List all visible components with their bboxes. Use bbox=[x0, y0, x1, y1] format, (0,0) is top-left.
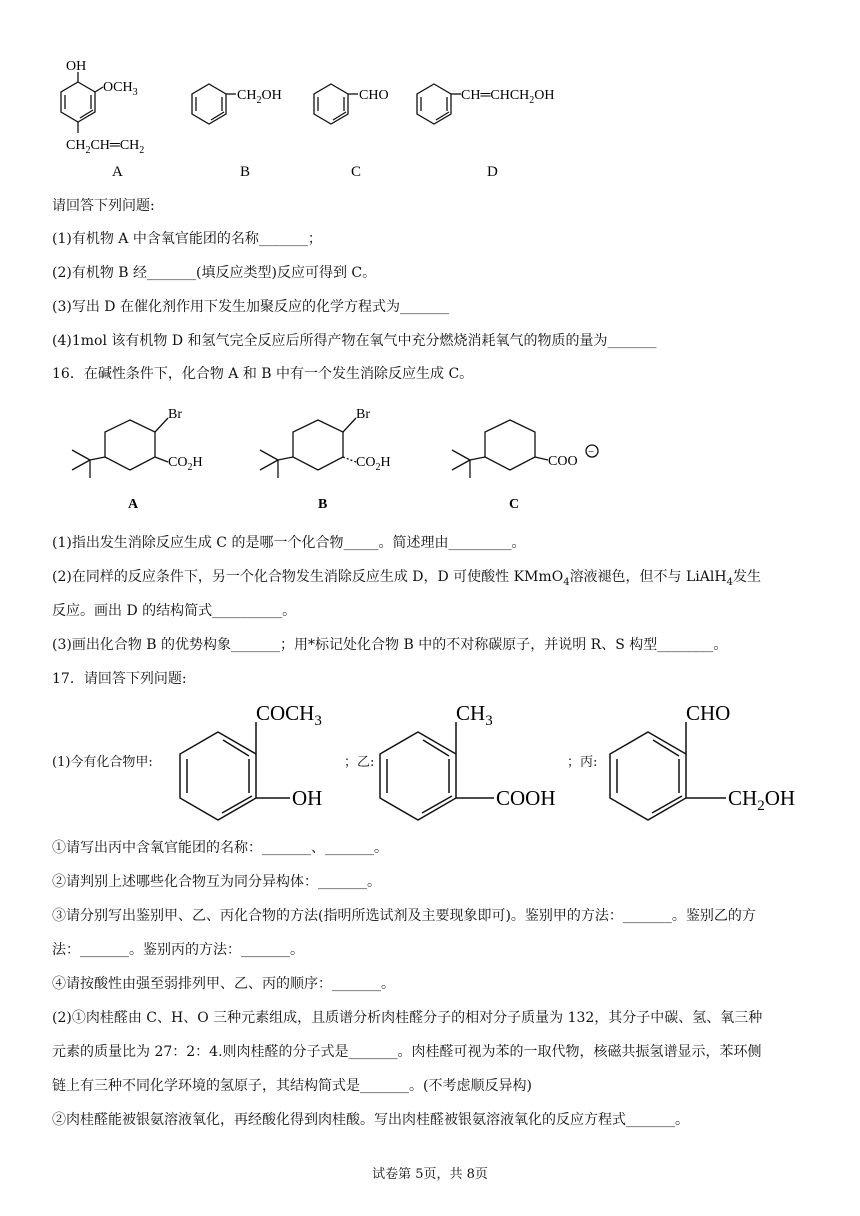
q16-part2-line2: 反应。画出 D 的结构简式__________。 bbox=[52, 603, 297, 619]
structure-bing bbox=[610, 722, 726, 820]
16a-label: A bbox=[128, 497, 139, 512]
q17-s2: ②请判别上述哪些化合物互为同分异构体：_______。 bbox=[52, 874, 381, 890]
structures-q17 bbox=[0, 696, 860, 836]
q15-part4: (4)1mol 该有机物 D 和氢气完全反应后所得产物在氧气中充分燃烧消耗氧气的物质的量为_______ bbox=[52, 333, 657, 349]
structure-16a bbox=[72, 418, 168, 478]
page-footer: 试卷第 5页，共 8页 bbox=[372, 1167, 488, 1182]
bing-side: $CH_2OH$ bbox=[728, 786, 796, 814]
structures-row1 bbox=[0, 0, 860, 190]
yi-top: $CH_3$ bbox=[456, 701, 493, 729]
structures-q16 bbox=[0, 392, 860, 522]
q16-part3: (3)画出化合物 B 的优势构象_______；用*标记处化合物 B 中的不对称碳原子，并说明 R、S 构型________。 bbox=[52, 637, 728, 653]
a-oh: OH bbox=[66, 59, 87, 74]
structure-jia bbox=[180, 722, 290, 820]
q16-part2-line1: (2)在同样的反应条件下，另一个化合物发生消除反应生成 D，D 可使酸性 KMmO$_4$溶液褪色，但不与 LiAlH$_4$发生 bbox=[52, 569, 761, 588]
q15-part2: (2)有机物 B 经_______(填反应类型)反应可得到 C。 bbox=[52, 265, 377, 281]
c-label: C bbox=[351, 164, 362, 180]
16c-label: C bbox=[509, 497, 520, 512]
q17-p2-line1: (2)①肉桂醛由 C、H、O 三种元素组成，且质谱分析肉桂醛分子的相对分子质量为 132，其分子中碳、氢、氧三种 bbox=[52, 1010, 763, 1026]
q17-s3-line1: ③请分别写出鉴别甲、乙、丙化合物的方法(指明所选试剂及主要现象即可)。鉴别甲的方法：_______。鉴别乙的方 bbox=[52, 908, 756, 924]
jia-top: $COCH_3$ bbox=[256, 701, 322, 729]
d-group: $CH═CHCH_2OH$ bbox=[461, 88, 555, 106]
q17-p2-line3: 链上有三种不同化学环境的氢原子，其结构简式是_______。(不考虑顺反异构) bbox=[52, 1078, 532, 1094]
q17-s1: ①请写出丙中含氧官能团的名称：_______、_______。 bbox=[52, 840, 388, 856]
q15-part1: (1)有机物 A 中含氧官能团的名称_______； bbox=[52, 231, 322, 247]
q17-stem: 17．请回答下列问题: bbox=[52, 671, 187, 687]
q17-s3-line2: 法：_______。鉴别丙的方法：_______。 bbox=[52, 942, 304, 958]
q16-part1: (1)指出发生消除反应生成 C 的是哪一个化合物_____。简述理由_________。 bbox=[52, 535, 526, 551]
q17-yi-label: ；乙: bbox=[344, 755, 375, 770]
q17-bing-label: ；丙: bbox=[567, 755, 598, 770]
q16-stem: 16．在碱性条件下，化合物 A 和 B 中有一个发生消除反应生成 C。 bbox=[52, 366, 474, 382]
16c-coo: COO bbox=[548, 454, 578, 469]
q15-part3: (3)写出 D 在催化剂作用下发生加聚反应的化学方程式为_______ bbox=[52, 299, 449, 315]
16a-co2h: $CO_2H$ bbox=[168, 455, 203, 473]
16b-br: Br bbox=[356, 407, 370, 422]
c-group: CHO bbox=[359, 88, 389, 103]
16b-label: B bbox=[318, 497, 328, 512]
q15-intro: 请回答下列问题: bbox=[52, 198, 155, 214]
b-label: B bbox=[240, 164, 251, 180]
structure-d bbox=[417, 84, 461, 124]
d-label: D bbox=[487, 164, 498, 180]
b-group: $CH_2OH$ bbox=[237, 88, 282, 106]
a-label: A bbox=[112, 164, 123, 180]
q17-part1-prefix: (1)今有化合物甲: bbox=[52, 755, 153, 770]
16b-co2h: $CO_2H$ bbox=[356, 455, 391, 473]
structure-c bbox=[314, 84, 358, 124]
q17-p2-line4: ②肉桂醛能被银氨溶液氧化，再经酸化得到肉桂酸。写出肉桂醛被银氨溶液氧化的反应方程式_______。 bbox=[52, 1112, 689, 1128]
structure-a bbox=[61, 72, 103, 133]
structure-16b bbox=[260, 418, 356, 478]
jia-side: OH bbox=[292, 786, 323, 810]
structure-16c bbox=[452, 420, 598, 478]
bing-top: CHO bbox=[686, 701, 731, 725]
a-och3: $OCH_3$ bbox=[103, 80, 138, 98]
16c-charge: − bbox=[588, 446, 595, 458]
structure-b bbox=[192, 84, 236, 124]
16a-br: Br bbox=[168, 407, 182, 422]
yi-side: COOH bbox=[496, 786, 556, 810]
structure-yi bbox=[380, 722, 494, 820]
q17-s4: ④请按酸性由强至弱排列甲、乙、丙的顺序：_______。 bbox=[52, 976, 395, 992]
a-allyl: $CH_2CH═CH_2$ bbox=[66, 138, 145, 156]
q17-p2-line2: 元素的质量比为 27：2：4.则肉桂醛的分子式是_______。肉桂醛可视为苯的一取代物，核磁共振氢谱显示，苯环侧 bbox=[52, 1044, 762, 1060]
